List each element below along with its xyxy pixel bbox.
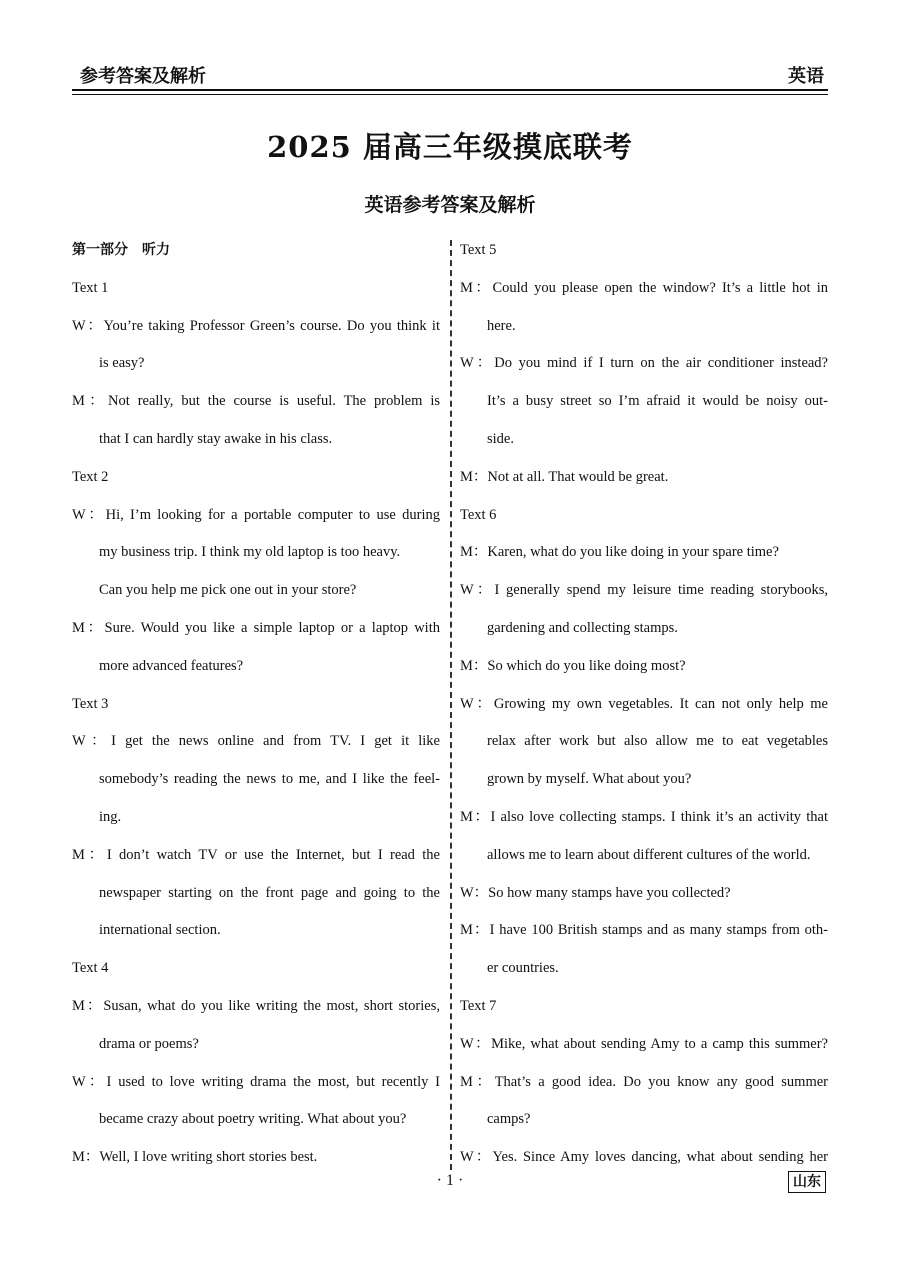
text-line: drama or poems?: [99, 1035, 199, 1052]
text-line: ing.: [99, 808, 122, 825]
text-line: W：Mike, what about sending Amy to a camp this summer?: [460, 1035, 828, 1052]
page-header: [72, 60, 828, 88]
text-line: Text 5: [460, 242, 497, 258]
text-line: grown by myself. What about you?: [487, 771, 692, 788]
text-line: Text 4: [72, 960, 109, 977]
text-line: W：Hi, I’m looking for a portable computer to use during: [72, 506, 440, 523]
text-line: gardening and collecting stamps.: [487, 619, 678, 636]
text-line: M：Karen, what do you like doing in your spare time?: [460, 544, 779, 561]
text-line: M：Sure. Would you like a simple laptop or a laptop with: [72, 619, 440, 636]
text-line: M：I have 100 British stamps and as many stamps from oth-: [460, 922, 828, 939]
text-line: Can you help me pick one out in your store?: [99, 582, 357, 599]
text-line: M：Could you please open the window? It’s a little hot in: [460, 279, 828, 296]
text-line: W：Growing my own vegetables. It can not only help me: [460, 695, 828, 712]
text-line: Text 6: [460, 506, 497, 523]
header-subject: 英语: [788, 66, 824, 87]
text-line: relax after work but also allow me to eat vegetables: [487, 733, 828, 750]
text-line: er countries.: [487, 960, 559, 977]
text-line: here.: [487, 317, 516, 334]
text-line: W：You’re taking Professor Green’s course. Do you think it: [72, 317, 440, 334]
text-line: camps?: [487, 1111, 531, 1128]
text-line: M：Not really, but the course is useful. The problem is: [72, 393, 440, 410]
text-line: my business trip. I think my old laptop is too heavy.: [99, 544, 401, 561]
text-line: M：So which do you like doing most?: [460, 657, 686, 674]
text-line: more advanced features?: [99, 657, 244, 674]
text-line: is easy?: [99, 355, 145, 372]
text-line: W：I used to love writing drama the most, but recently I: [72, 1073, 440, 1090]
text-line: that I can hardly stay awake in his class.: [99, 430, 333, 447]
left-column: [72, 236, 440, 1181]
text-line: W：I get the news online and from TV. I get it like: [72, 733, 440, 750]
text-line: international section.: [99, 922, 221, 939]
text-line: M：Well, I love writing short stories best.: [72, 1149, 318, 1166]
document-title: 2025 届高三年级摸底联考: [267, 130, 633, 164]
text-line: M：That’s a good idea. Do you know any good summer: [460, 1073, 828, 1090]
text-line: Text 3: [72, 695, 109, 712]
text-line: W：I generally spend my leisure time reading storybooks,: [460, 582, 828, 599]
text-line: M：I also love collecting stamps. I think it’s an activity that: [460, 808, 828, 825]
column-divider: [450, 240, 452, 1170]
header-rule-thin: [72, 94, 828, 95]
right-column: [460, 236, 828, 1181]
text-line: W：Yes. Since Amy loves dancing, what about sending her: [460, 1149, 828, 1166]
header-rule-thick: [72, 89, 828, 91]
text-line: side.: [487, 430, 514, 447]
text-line: Text 7: [460, 997, 497, 1014]
text-line: somebody’s reading the news to me, and I like the feel-: [99, 771, 440, 788]
text-line: Text 1: [72, 279, 109, 296]
text-line: M：Not at all. That would be great.: [460, 468, 669, 485]
region-badge: 山东: [788, 1171, 826, 1193]
text-line: allows me to learn about different cultures of the world.: [487, 846, 811, 863]
text-line: M：Susan, what do you like writing the most, short stories,: [72, 997, 440, 1014]
text-line: M：I don’t watch TV or use the Internet, but I read the: [72, 846, 440, 863]
text-line: Text 2: [72, 468, 109, 485]
text-line: newspaper starting on the front page and going to the: [99, 884, 440, 901]
header-left-title: 参考答案及解析: [80, 66, 206, 87]
text-line: became crazy about poetry writing. What about you?: [99, 1111, 407, 1128]
text-line: W：So how many stamps have you collected?: [460, 884, 731, 901]
document-subtitle: 英语参考答案及解析: [364, 194, 536, 216]
section-heading: 第一部分 听力: [72, 242, 170, 258]
page-number: · 1 ·: [436, 1172, 464, 1189]
text-line: W：Do you mind if I turn on the air conditioner instead?: [460, 355, 828, 372]
text-line: It’s a busy street so I’m afraid it would be noisy out-: [487, 393, 828, 410]
